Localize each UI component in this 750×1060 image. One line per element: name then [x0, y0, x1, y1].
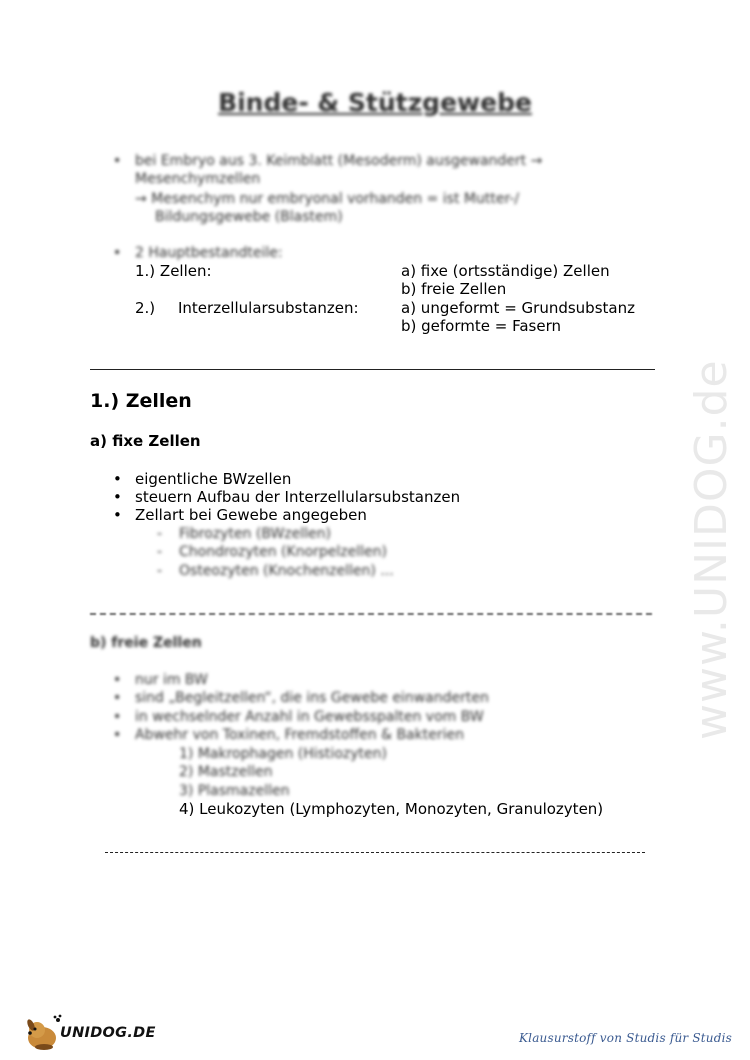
interzellular-label: Interzellularsubstanzen: [178, 299, 359, 317]
intro-bullet-1-line-1: • bei Embryo aus 3. Keimblatt (Mesoderm) ausgewandert → [135, 152, 542, 171]
numbered-item: 3) Plasmazellen [179, 783, 290, 799]
numbered-item: 1) Makrophagen (Histiozyten) [179, 746, 387, 762]
list-item: • Zellart bei Gewebe angegeben [135, 506, 367, 525]
watermark [682, 275, 742, 745]
intro-bullet-1-line-2: Mesenchymzellen [135, 171, 261, 187]
numbered-item: 2) Mastzellen [179, 764, 273, 780]
list-subitem: - Osteozyten (Knochenzellen) ... [179, 562, 394, 581]
subheading-freie-zellen: b) freie Zellen [90, 635, 202, 651]
numbered-item: 4) Leukozyten (Lymphozyten, Monozyten, Granulozyten) [179, 800, 604, 818]
section-heading-zellen: 1.) Zellen [90, 390, 192, 412]
dog-icon [22, 1012, 62, 1052]
intro-bullet-2: • 2 Hauptbestandteile: [135, 244, 283, 263]
bottom-dashed-divider [105, 852, 645, 853]
interzellular-number: 2.) [135, 299, 156, 317]
intro-bullet-1-line-3: → Mesenchym nur embryonal vorhanden = ist Mutter-/ [135, 191, 520, 207]
zellen-label: 1.) Zellen: [135, 262, 212, 280]
logo-text: UNIDOG.DE [60, 1025, 156, 1041]
svg-text:www.UNIDOG.de: www.UNIDOG.de [686, 359, 737, 740]
list-item: • sind „Begleitzellen“, die ins Gewebe einwanderten [135, 689, 489, 708]
list-subitem: - Fibrozyten (BWzellen) [179, 525, 331, 544]
list-subitem: - Chondrozyten (Knorpelzellen) [179, 543, 387, 562]
zellen-type-a: a) fixe (ortsständige) Zellen [401, 262, 610, 280]
list-item: • Abwehr von Toxinen, Fremdstoffen & Bakterien [135, 726, 464, 745]
page-title: Binde- & Stützgewebe [218, 88, 532, 117]
zellen-type-b: b) freie Zellen [401, 280, 507, 298]
subheading-fixe-zellen: a) fixe Zellen [90, 432, 201, 450]
list-item: • eigentliche BWzellen [135, 470, 291, 489]
section-divider [90, 369, 655, 370]
interzellular-type-a: a) ungeformt = Grundsubstanz [401, 299, 635, 317]
list-item: • steuern Aufbau der Interzellularsubstanzen [135, 488, 460, 507]
list-item: • nur im BW [135, 671, 208, 690]
interzellular-type-b: b) geformte = Fasern [401, 317, 561, 335]
list-item: • in wechselnder Anzahl in Gewebsspalten vom BW [135, 708, 484, 727]
intro-bullet-1-line-4: Bildungsgewebe (Blastem) [155, 209, 343, 225]
dashed-divider [90, 613, 652, 615]
footer-tagline: Klausurstoff von Studis für Studis [519, 1031, 732, 1045]
